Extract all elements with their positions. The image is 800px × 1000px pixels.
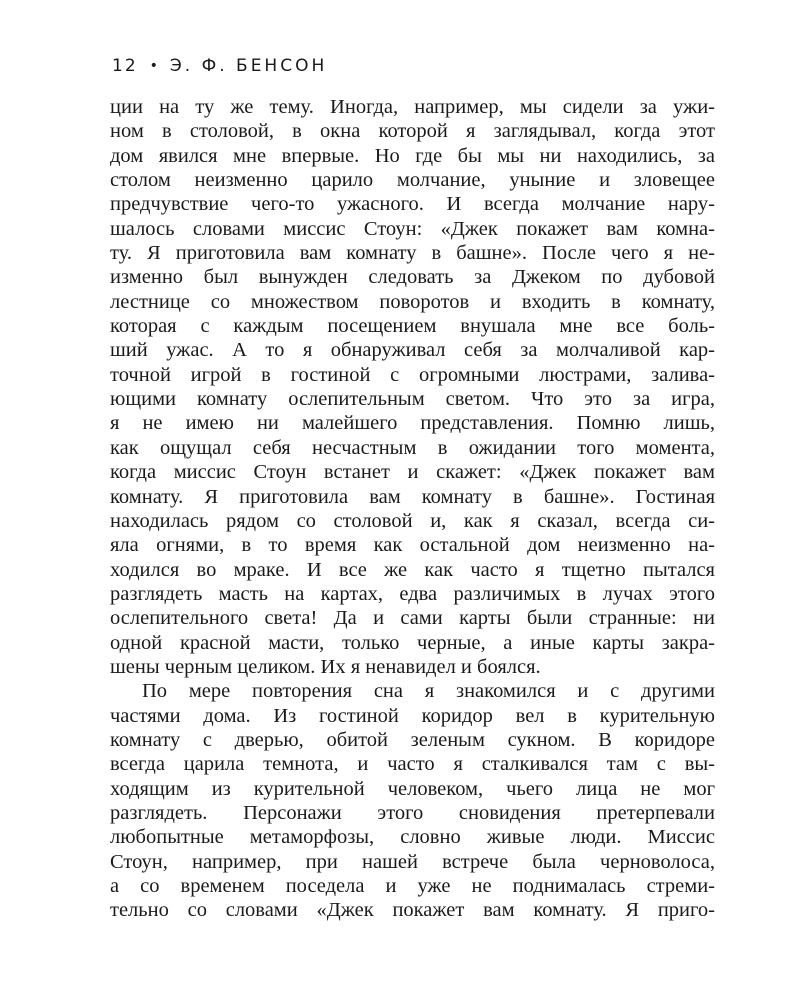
header-separator: •	[149, 58, 160, 74]
text-line: изменно был вынужден следовать за Джеком по дубовой	[110, 266, 715, 289]
text-line: дом явился мне впервые. Но где бы мы ни находились, за	[110, 144, 715, 167]
text-line: всегда царила темнота, и часто я сталкивался там с вы-	[110, 753, 715, 776]
text-line: ющими комнату ослепительным светом. Что это за игра,	[110, 388, 715, 411]
text-line: яла огнями, в то время как остальной дом неизменно на-	[110, 534, 715, 557]
text-line: ходящим из курительной человеком, чьего лица не мог	[110, 777, 715, 800]
text-line: одной красной масти, только черные, а иные карты закра-	[110, 631, 715, 654]
text-line: ту. Я приготовила вам комнату в башне». После чего я не-	[110, 242, 715, 265]
author-name: Э. Ф. БЕНСОН	[169, 56, 328, 76]
text-line: предчувствие чего-то ужасного. И всегда молчание нару-	[110, 193, 715, 216]
text-line: как ощущал себя несчастным в ожидании того момента,	[110, 436, 715, 459]
text-line: шалось словами миссис Стоун: «Джек покажет вам комна-	[110, 217, 715, 240]
text-line: которая с каждым посещением внушала мне все боль-	[110, 315, 715, 338]
text-line: комнату с дверью, обитой зеленым сукном. В коридоре	[110, 728, 715, 751]
paragraph-1	[110, 95, 715, 679]
text-line: тельно со словами «Джек покажет вам комнату. Я приго-	[110, 899, 715, 922]
text-line: ший ужас. А то я обнаруживал себя за молчаливой кар-	[110, 339, 715, 362]
paragraph-2	[110, 679, 715, 922]
text-line: разглядеть масть на картах, едва различимых в лучах этого	[110, 582, 715, 605]
body-text	[110, 95, 715, 923]
text-line: частями дома. Из гостиной коридор вел в курительную	[110, 704, 715, 727]
text-line: Стоун, например, при нашей встрече была черноволоса,	[110, 850, 715, 873]
text-line: ном в столовой, в окна которой я заглядывал, когда этот	[110, 120, 715, 143]
text-line: ходился во мраке. И все же как часто я тщетно пытался	[110, 558, 715, 581]
running-header	[112, 56, 327, 76]
text-line: шены черным целиком. Их я ненавидел и боялся.	[110, 655, 541, 678]
text-line: лестнице со множеством поворотов и входить в комнату,	[110, 290, 715, 313]
text-line: комнату. Я приготовила вам комнату в башне». Гостиная	[110, 485, 715, 508]
text-line: точной игрой в гостиной с огромными люстрами, залива-	[110, 363, 715, 386]
text-line: а со временем поседела и уже не поднималась стреми-	[110, 875, 715, 897]
text-line: По мере повторения сна я знакомился и с другими	[142, 680, 715, 703]
text-line: ослепительного света! Да и сами карты были странные: ни	[110, 607, 715, 630]
text-line: столом неизменно царило молчание, уныние и зловещее	[110, 169, 715, 192]
text-line: находилась рядом со столовой и, как я сказал, всегда си-	[110, 509, 715, 532]
text-line: ции на ту же тему. Иногда, например, мы сидели за ужи-	[110, 96, 715, 118]
text-line: когда миссис Стоун встанет и скажет: «Джек покажет вам	[110, 461, 715, 484]
page-number: 12	[112, 56, 138, 76]
text-line: разглядеть. Персонажи этого сновидения претерпевали	[110, 801, 715, 824]
text-line: я не имею ни малейшего представления. Помню лишь,	[110, 412, 715, 435]
text-line: любопытные метаморфозы, словно живые люди. Миссис	[110, 826, 715, 849]
